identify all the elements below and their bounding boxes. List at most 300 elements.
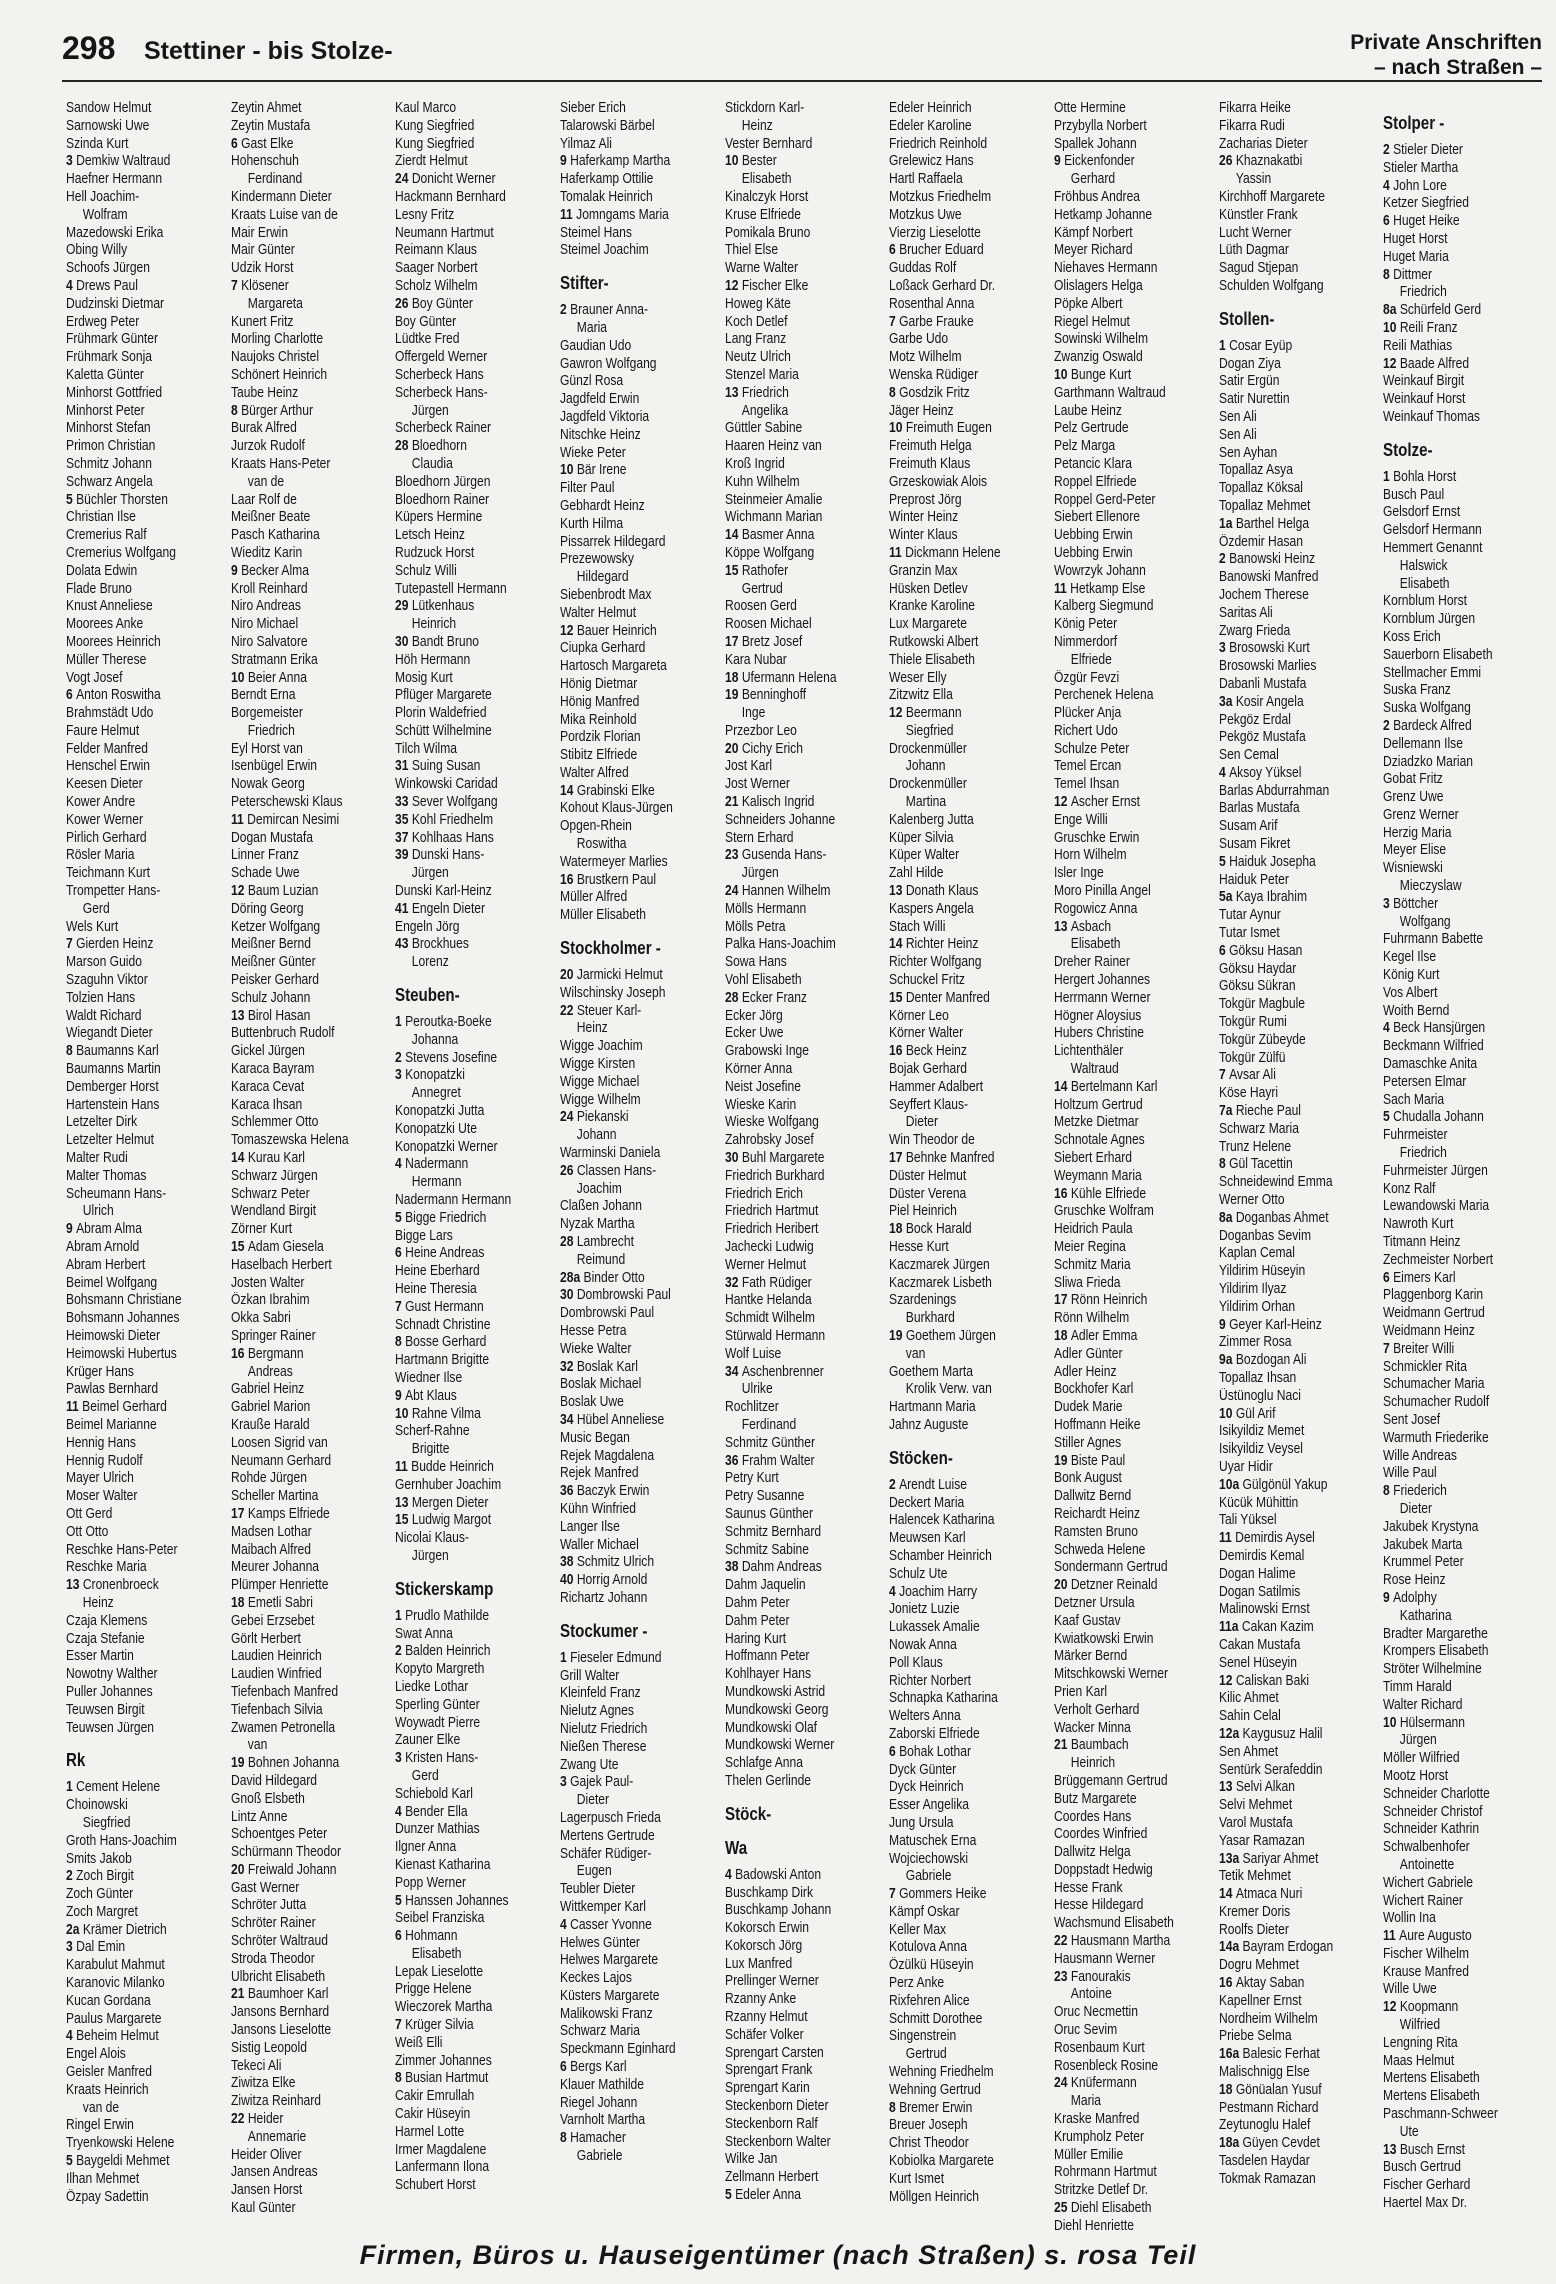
resident-entry: Kegel Ilse xyxy=(1383,949,1437,966)
resident-name: Hetkamp Else xyxy=(1070,580,1146,597)
resident-entry: Wilschinsky Joseph xyxy=(560,984,666,1001)
page-header xyxy=(62,30,1542,82)
resident-entry xyxy=(66,1868,227,1886)
resident-name: Cronenbroeck xyxy=(82,1577,159,1594)
resident-entry: Bohsmann Christiane xyxy=(66,1292,182,1309)
resident-entry: Rogowicz Anna xyxy=(1054,900,1138,917)
resident-entry: Haferkamp Ottilie xyxy=(560,171,654,188)
resident-entry: Wollin Ina xyxy=(1383,1910,1437,1927)
resident-entry: Rohrmann Hartmut xyxy=(1054,2164,1157,2181)
resident-entry: Vogt Josef xyxy=(66,669,123,686)
resident-entry: Hoffmann Heike xyxy=(1054,1416,1141,1433)
resident-entry: Teuwsen Jürgen xyxy=(66,1719,155,1736)
resident-entry: Morling Charlotte xyxy=(230,331,323,348)
entry-continuation: van de xyxy=(247,473,284,490)
resident-entry: Huget Horst xyxy=(1383,230,1448,247)
house-number: 8 xyxy=(560,2130,571,2147)
resident-entry: Fischer Wilhelm xyxy=(1383,1945,1470,1962)
resident-entry: Schmickler Rita xyxy=(1383,1358,1468,1375)
resident-entry: Przezbor Leo xyxy=(724,722,797,739)
resident-entry: Burak Alfred xyxy=(230,420,297,437)
house-number: 32 xyxy=(724,1274,742,1291)
resident-entry: Herrmann Werner xyxy=(1054,989,1151,1006)
resident-entry: Zauner Elke xyxy=(395,1732,461,1749)
resident-entry: Schulz Willi xyxy=(395,562,458,579)
resident-entry xyxy=(395,2070,556,2088)
resident-entry: Mitschkowski Werner xyxy=(1054,1666,1168,1683)
resident-entry xyxy=(1219,943,1380,961)
resident-entry: Jakubek Krystyna xyxy=(1383,1518,1479,1535)
resident-entry: Mayer Ulrich xyxy=(66,1470,134,1487)
resident-entry: Scherf-Rahne xyxy=(395,1423,470,1440)
resident-entry: Siebert Erhard xyxy=(1054,1150,1132,1167)
resident-entry: Engeln Jörg xyxy=(395,918,460,935)
resident-name: Bremer Erwin xyxy=(899,2099,973,2116)
resident-entry: Sprengart Carsten xyxy=(724,2044,824,2061)
resident-entry: Isikyildiz Veysel xyxy=(1218,1441,1303,1458)
house-number: 8 xyxy=(395,2070,406,2087)
house-number: 7 xyxy=(230,277,241,294)
resident-entry: Stürwald Hermann xyxy=(724,1327,825,1344)
resident-entry: Moser Walter xyxy=(66,1488,138,1505)
resident-entry: Ilgner Anna xyxy=(395,1839,457,1856)
resident-entry: Sauerborn Elisabeth xyxy=(1383,646,1493,663)
resident-entry: Ziwitza Elke xyxy=(230,2075,296,2092)
resident-entry: Wojciechowski xyxy=(889,1850,969,1867)
resident-name: Krämer Dietrich xyxy=(82,1921,167,1938)
house-number: 4 xyxy=(395,1156,406,1173)
house-number: 20 xyxy=(1054,1577,1071,1594)
resident-entry: Krause Manfred xyxy=(1383,1963,1470,1980)
resident-entry xyxy=(1219,1103,1380,1121)
resident-entry: Schwarz Maria xyxy=(1218,1120,1299,1137)
resident-entry: Richter Wolfgang xyxy=(889,954,982,971)
resident-entry: Schlafge Anna xyxy=(724,1755,803,1772)
resident-name: John Lore xyxy=(1393,177,1448,194)
resident-entry: Kokorsch Jörg xyxy=(724,1937,802,1954)
resident-entry: Cakan Mustafa xyxy=(1218,1636,1301,1653)
resident-entry: Hackmann Bernhard xyxy=(395,188,507,205)
resident-entry: Ketzer Siegfried xyxy=(1383,195,1470,212)
resident-entry: Dabanli Mustafa xyxy=(1218,675,1307,692)
resident-entry: Walter Richard xyxy=(1383,1696,1463,1713)
resident-entry: Tolzien Hans xyxy=(66,989,136,1006)
resident-entry: Künstler Frank xyxy=(1218,206,1298,223)
house-number: 20 xyxy=(724,740,742,757)
resident-entry xyxy=(560,1270,721,1288)
resident-name: Cement Helene xyxy=(76,1779,161,1796)
resident-entry: Schade Uwe xyxy=(230,865,300,882)
house-number: 9 xyxy=(1054,153,1065,170)
resident-entry: Keckes Lajos xyxy=(560,1970,632,1987)
resident-entry: Malter Rudi xyxy=(66,1150,128,1167)
house-number: 5 xyxy=(66,491,77,508)
resident-entry xyxy=(66,1043,227,1061)
resident-entry: Neumann Gerhard xyxy=(230,1452,331,1469)
resident-entry: Frühmark Sonja xyxy=(66,349,152,366)
resident-entry: Hesse Frank xyxy=(1054,1879,1123,1896)
resident-entry: Edeler Heinrich xyxy=(889,100,973,116)
resident-entry: Mundkowski Olaf xyxy=(724,1719,817,1736)
resident-entry: Döring Georg xyxy=(230,900,304,917)
resident-entry: Swat Anna xyxy=(395,1625,454,1642)
house-number: 8a xyxy=(1218,1209,1236,1226)
resident-entry: Wehning Friedhelm xyxy=(889,2064,994,2081)
entry-continuation: Gertrud xyxy=(906,2046,948,2063)
resident-name: Gusenda Hans- xyxy=(741,847,827,864)
resident-name: Schmitz Ulrich xyxy=(576,1554,655,1571)
resident-name: Frahm Walter xyxy=(741,1452,815,1469)
resident-entry: Schröter Rainer xyxy=(230,1915,316,1932)
resident-entry: Jagdfeld Erwin xyxy=(560,391,640,408)
house-number: 17 xyxy=(1054,1292,1071,1309)
directory-columns xyxy=(66,100,1544,2230)
resident-entry: Wille Andreas xyxy=(1383,1447,1458,1464)
resident-entry: Motz Wilhelm xyxy=(889,349,962,366)
house-number: 8 xyxy=(889,384,900,401)
house-number: 1 xyxy=(395,1607,406,1624)
resident-entry xyxy=(889,420,1050,438)
resident-entry: Pasch Katharina xyxy=(230,527,320,544)
resident-entry: Tali Yüksel xyxy=(1218,1512,1277,1529)
resident-entry xyxy=(1219,1779,1380,1797)
house-number: 11 xyxy=(1054,580,1071,597)
resident-entry: Hell Joachim- xyxy=(66,188,140,205)
resident-name: Adler Emma xyxy=(1070,1327,1138,1344)
resident-entry xyxy=(231,2111,392,2129)
resident-entry xyxy=(560,623,721,641)
resident-entry xyxy=(560,1234,721,1252)
resident-entry: Claßen Johann xyxy=(560,1198,643,1215)
resident-entry: Prigge Helene xyxy=(395,1981,472,1998)
resident-entry: Fuhrmeister Jürgen xyxy=(1383,1162,1489,1179)
house-number: 1 xyxy=(1218,337,1229,354)
house-number: 32 xyxy=(560,1358,577,1375)
house-number: 10 xyxy=(560,462,577,479)
house-number: 23 xyxy=(1054,1968,1071,1985)
resident-name: Cichy Erich xyxy=(741,740,803,757)
resident-name: Aure Augusto xyxy=(1399,1928,1473,1945)
resident-entry: Uebbing Erwin xyxy=(1054,544,1133,561)
house-number: 36 xyxy=(560,1483,577,1500)
resident-entry: Laar Rolf de xyxy=(230,491,297,508)
resident-entry: Hohenschuh xyxy=(230,153,299,170)
house-number: 43 xyxy=(395,936,413,953)
resident-entry: Wiedner Ilse xyxy=(395,1369,463,1386)
resident-entry: Rohde Jürgen xyxy=(230,1470,307,1487)
resident-entry xyxy=(725,153,886,171)
resident-name: Casser Yvonne xyxy=(570,1916,652,1933)
resident-entry: Lagerpusch Frieda xyxy=(560,1809,661,1826)
resident-name: Budde Heinrich xyxy=(411,1458,495,1475)
entry-continuation: Andreas xyxy=(247,1363,293,1380)
resident-entry: Özpay Sadettin xyxy=(66,2188,149,2205)
resident-name: Avsar Ali xyxy=(1228,1067,1276,1084)
house-number: 30 xyxy=(395,633,413,650)
house-number: 2 xyxy=(395,1643,406,1660)
entry-continuation: Johann xyxy=(906,758,946,775)
resident-entry: Susam Fikret xyxy=(1218,836,1290,853)
entry-continuation: Johann xyxy=(576,1127,617,1144)
resident-entry: Geisler Manfred xyxy=(66,2064,152,2081)
resident-entry: Jung Ursula xyxy=(889,1814,954,1831)
entry-continuation: van xyxy=(247,1737,267,1754)
resident-entry: Matuschek Erna xyxy=(889,1832,977,1849)
resident-entry: Woywadt Pierre xyxy=(395,1714,481,1731)
resident-name: Piekanski xyxy=(576,1109,629,1126)
house-number: 21 xyxy=(230,1986,248,2003)
resident-entry: Motzkus Uwe xyxy=(889,206,962,223)
house-number: 5 xyxy=(395,1892,406,1909)
house-number: 16a xyxy=(1218,2046,1243,2063)
resident-entry: Malikowski Franz xyxy=(560,2005,653,2022)
resident-name: Breiter Willi xyxy=(1393,1340,1455,1357)
resident-entry: Goethem Marta xyxy=(889,1363,974,1380)
resident-entry: Zwang Ute xyxy=(560,1756,619,1773)
resident-entry: Brahmstädt Udo xyxy=(66,705,154,722)
house-number: 8 xyxy=(1218,1156,1229,1173)
resident-entry: Schweda Helene xyxy=(1054,1541,1146,1558)
resident-entry: Siebert Ellenore xyxy=(1054,509,1141,526)
house-number: 41 xyxy=(395,900,413,917)
resident-entry: Bockhofer Karl xyxy=(1054,1381,1134,1398)
house-number: 3 xyxy=(395,1067,406,1084)
resident-entry: Schulz Johann xyxy=(230,989,310,1006)
house-number: 13 xyxy=(1054,918,1071,935)
resident-entry: Dellemann Ilse xyxy=(1383,735,1464,752)
house-number: 9 xyxy=(1383,1589,1394,1606)
resident-entry: Waldt Richard xyxy=(66,1007,142,1024)
resident-entry: Weidmann Heinz xyxy=(1383,1323,1476,1339)
resident-name: Garbe Frauke xyxy=(899,313,975,330)
resident-name: Reili Franz xyxy=(1400,319,1458,336)
resident-entry: Minhorst Peter xyxy=(66,402,145,419)
resident-entry: Demberger Horst xyxy=(66,1078,159,1095)
section-title-line-1: Private Anschriften xyxy=(1350,31,1542,54)
resident-entry: Saritas Ali xyxy=(1218,604,1273,621)
resident-entry: Huget Maria xyxy=(1383,248,1450,265)
resident-entry xyxy=(1054,2200,1215,2218)
entry-continuation: Eugen xyxy=(576,1863,612,1880)
resident-entry: Enge Willi xyxy=(1054,811,1108,828)
resident-entry: Kaul Marco xyxy=(395,100,457,116)
resident-entry: Roolfs Dieter xyxy=(1218,1921,1289,1938)
house-number: 6 xyxy=(66,687,77,704)
resident-entry xyxy=(1054,1737,1215,1755)
entry-continuation: Hildegard xyxy=(576,569,629,586)
resident-entry: Özgür Fevzi xyxy=(1054,669,1120,686)
resident-entry xyxy=(1219,889,1380,907)
resident-entry xyxy=(231,278,392,296)
resident-entry: Haefner Hermann xyxy=(66,171,163,188)
resident-entry xyxy=(395,830,556,848)
resident-entry xyxy=(889,1477,1050,1495)
house-number: 8 xyxy=(1383,1483,1394,1500)
entry-continuation: Yassin xyxy=(1235,171,1271,188)
resident-name: Banowski Heinz xyxy=(1228,551,1315,568)
resident-name: Stieler Dieter xyxy=(1393,142,1464,158)
resident-entry: Isler Inge xyxy=(1054,865,1104,882)
resident-name: Ascher Ernst xyxy=(1070,794,1141,811)
resident-entry xyxy=(1383,1715,1544,1733)
resident-entry: Opgen-Rhein xyxy=(560,818,632,835)
entry-continuation: Heinz xyxy=(82,1594,114,1611)
resident-name: Caliskan Baki xyxy=(1235,1672,1309,1689)
resident-entry xyxy=(560,1483,721,1501)
house-number: 11 xyxy=(66,1399,83,1416)
resident-entry: Sistig Leopold xyxy=(230,2039,307,2056)
resident-entry: Mertens Elisabeth xyxy=(1383,2088,1481,2105)
resident-name: Gül Arif xyxy=(1235,1405,1276,1422)
resident-entry: Drockenmüller xyxy=(889,740,968,757)
resident-entry: Grenz Uwe xyxy=(1383,789,1444,806)
resident-entry: Reichardt Heinz xyxy=(1054,1505,1141,1522)
resident-entry: Rutkowski Albert xyxy=(889,633,979,650)
house-number: 1a xyxy=(1218,515,1236,532)
resident-entry: Krüger Hans xyxy=(66,1363,134,1380)
resident-name: Ufermann Helena xyxy=(741,669,837,686)
resident-entry: Kung Siegfried xyxy=(395,135,475,152)
house-number: 2 xyxy=(1218,551,1229,568)
house-number: 15 xyxy=(395,1512,413,1529)
resident-entry xyxy=(560,872,721,890)
resident-entry: Kalberg Siegmund xyxy=(1054,598,1154,615)
resident-entry: Kornblum Horst xyxy=(1383,593,1468,610)
resident-name: Biste Paul xyxy=(1070,1452,1126,1469)
entry-continuation: Ulrich xyxy=(82,1203,114,1220)
resident-entry: Ecker Jörg xyxy=(724,1007,783,1024)
resident-entry xyxy=(725,1559,886,1577)
resident-entry: Kroll Reinhard xyxy=(230,580,308,597)
resident-entry: Meier Regina xyxy=(1054,1239,1126,1255)
resident-entry: Sprengart Karin xyxy=(724,2080,810,2097)
resident-name: Bretz Josef xyxy=(741,633,802,650)
house-number: 11a xyxy=(1218,1619,1242,1636)
house-number: 28 xyxy=(560,1234,577,1251)
resident-entry: Kwiatkowski Erwin xyxy=(1054,1630,1154,1647)
resident-entry: Hönig Dietmar xyxy=(560,675,638,692)
resident-entry: Demirdis Kemal xyxy=(1218,1547,1305,1564)
resident-entry xyxy=(1219,1619,1380,1637)
entry-continuation: Dieter xyxy=(576,1792,610,1809)
resident-entry: Spallek Johann xyxy=(1054,135,1137,152)
house-number: 19 xyxy=(724,687,742,704)
resident-entry xyxy=(1383,469,1544,487)
resident-entry: Oruc Sevim xyxy=(1054,2022,1118,2039)
resident-entry: Buttenbruch Rudolf xyxy=(230,1025,335,1042)
resident-entry xyxy=(725,687,886,705)
resident-entry: Zeytunoglu Halef xyxy=(1218,2117,1311,2134)
resident-name: Fischer Elke xyxy=(741,277,809,294)
resident-entry: Berndt Erna xyxy=(230,687,296,704)
resident-entry: Scheller Martina xyxy=(230,1488,319,1505)
house-number: 1 xyxy=(66,1779,77,1796)
resident-entry: Letzelter Helmut xyxy=(66,1132,155,1149)
resident-entry: Topallaz Köksal xyxy=(1218,480,1303,497)
resident-entry xyxy=(560,1003,721,1021)
resident-entry: Jäger Heinz xyxy=(889,402,954,419)
resident-entry: Uebbing Erwin xyxy=(1054,527,1133,544)
resident-entry: Fröhbus Andrea xyxy=(1054,188,1141,205)
resident-entry: Grill Walter xyxy=(560,1667,620,1684)
resident-name: Goethem Jürgen xyxy=(906,1327,997,1344)
resident-entry: Stenzel Maria xyxy=(724,366,799,383)
resident-entry: Topallaz Ihsan xyxy=(1218,1369,1296,1386)
resident-entry xyxy=(231,1239,392,1257)
resident-entry: Groth Hans-Joachim xyxy=(66,1832,177,1849)
street-heading: Wa xyxy=(724,1837,747,1858)
directory-column xyxy=(1383,100,1544,2230)
resident-entry: Kindermann Dieter xyxy=(230,188,332,205)
house-number: 28 xyxy=(724,989,742,1006)
house-number: 12 xyxy=(724,277,742,294)
resident-entry: Düster Helmut xyxy=(889,1167,967,1184)
entry-continuation: Elisabeth xyxy=(412,1945,462,1962)
resident-entry: Yasar Ramazan xyxy=(1218,1832,1305,1849)
house-number: 6 xyxy=(230,135,241,152)
resident-entry: Tutar Aynur xyxy=(1218,907,1281,924)
resident-entry: Jost Karl xyxy=(724,758,772,775)
resident-name: Bozdogan Ali xyxy=(1235,1352,1307,1369)
resident-entry xyxy=(725,670,886,688)
house-number: 18 xyxy=(724,669,742,686)
resident-entry: Walter Helmut xyxy=(560,604,637,621)
resident-name: Cakan Kazim xyxy=(1241,1619,1314,1636)
resident-entry: Hoffmann Peter xyxy=(724,1648,810,1665)
resident-entry: Tiefenbach Silvia xyxy=(230,1701,323,1718)
resident-entry: Mazedowski Erika xyxy=(66,224,164,241)
resident-entry: Bohsmann Johannes xyxy=(66,1310,180,1327)
resident-entry xyxy=(1383,213,1544,231)
resident-entry xyxy=(889,990,1050,1008)
resident-name: Bär Irene xyxy=(576,462,627,479)
resident-name: Beier Anna xyxy=(247,669,307,686)
resident-entry: König Peter xyxy=(1054,616,1118,633)
resident-entry: Hesse Petra xyxy=(560,1323,627,1339)
resident-name: Baygeldi Mehmet xyxy=(76,2153,170,2170)
house-number: 4 xyxy=(1383,1020,1394,1037)
resident-entry: Lepak Lieselotte xyxy=(395,1963,484,1980)
house-number: 5 xyxy=(724,2187,735,2204)
resident-entry: Wichert Gabriele xyxy=(1383,1874,1474,1891)
resident-entry: Prellinger Werner xyxy=(724,1973,819,1990)
resident-entry xyxy=(725,847,886,865)
resident-entry: Wilke Jan xyxy=(724,2151,778,2168)
entry-continuation: Jürgen xyxy=(412,1547,450,1564)
resident-entry: Kurth Hilma xyxy=(560,515,624,532)
resident-entry xyxy=(560,1412,721,1430)
resident-entry: Hemmert Genannt xyxy=(1383,539,1483,556)
resident-name: Haiduk Josepha xyxy=(1228,853,1316,870)
resident-name: Adolphy xyxy=(1393,1589,1438,1606)
resident-name: Buhl Margarete xyxy=(741,1150,825,1167)
house-number: 6 xyxy=(1383,1269,1394,1286)
resident-name: Bohla Horst xyxy=(1393,468,1457,485)
resident-entry: Hergert Johannes xyxy=(1054,972,1151,989)
entry-continuation: Dieter xyxy=(1400,1500,1433,1517)
resident-entry: Wichert Rainer xyxy=(1383,1892,1464,1909)
resident-entry xyxy=(725,1275,886,1293)
house-number: 13 xyxy=(889,883,907,900)
resident-entry xyxy=(66,936,227,954)
resident-entry: Helwes Margarete xyxy=(560,1952,659,1969)
resident-entry xyxy=(560,1554,721,1572)
house-number: 7 xyxy=(889,313,900,330)
resident-entry: Heimowski Dieter xyxy=(66,1327,161,1344)
resident-entry: Grabowski Inge xyxy=(724,1043,809,1060)
resident-entry: Neumann Hartmut xyxy=(395,224,495,241)
resident-entry: Laudien Heinrich xyxy=(230,1648,322,1665)
